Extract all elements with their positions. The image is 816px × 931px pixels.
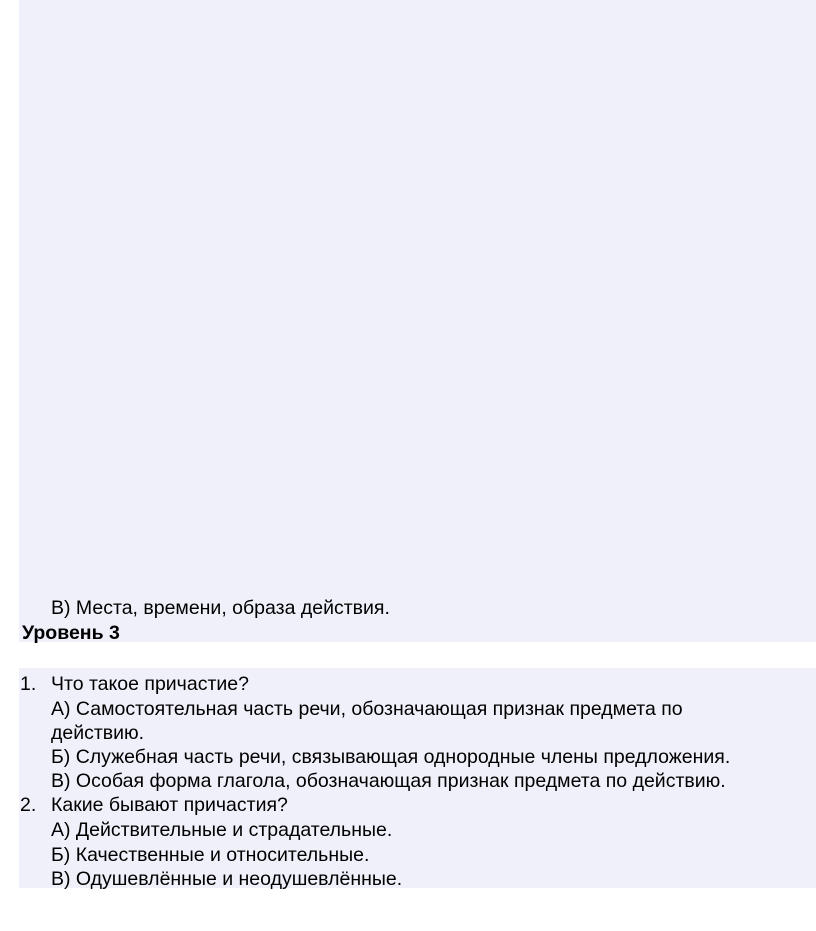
question-1-option-b: Б) Служебная часть речи, связывающая однородные члены предложения. [51,746,731,768]
question-2-text: Какие бывают причастия? [51,794,288,816]
question-1-option-a-cont: действию. [51,722,145,744]
question-2-option-a: А) Действительные и страдательные. [51,819,393,841]
question-1-option-v: В) Особая форма глагола, обозначающая признак предмета по действию. [51,770,726,792]
question-1-text: Что такое причастие? [51,673,249,695]
answer-option-v: В) Места, времени, образа действия. [51,597,390,619]
question-2-option-v: В) Одушевлённые и неодушевлённые. [51,868,403,890]
level-heading: Уровень 3 [22,622,120,644]
question-2-number: 2. [20,794,37,816]
question-1-option-a: А) Самостоятельная часть речи, обозначающая признак предмета по [51,698,683,720]
top-content-block [19,0,816,642]
question-1-number: 1. [20,673,37,695]
question-2-option-b: Б) Качественные и относительные. [51,844,370,866]
